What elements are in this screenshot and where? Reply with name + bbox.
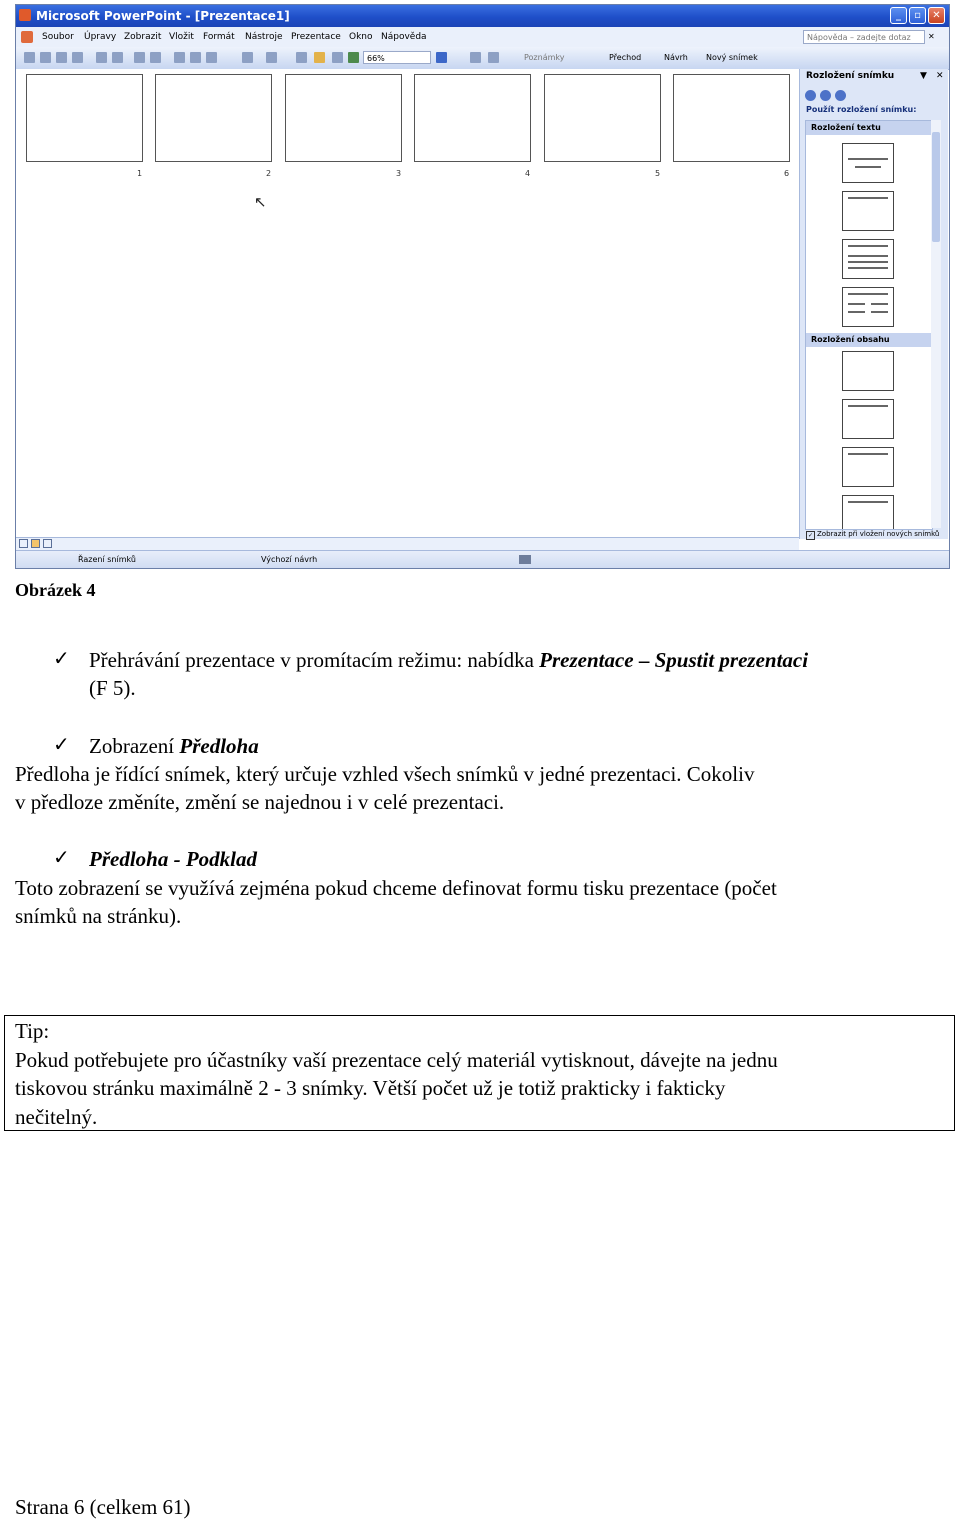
notes-button[interactable]: Poznámky (524, 53, 565, 62)
show-on-insert-checkbox[interactable]: ✓ Zobrazit při vložení nových snímků (807, 530, 940, 539)
item2-bold: Předloha (179, 734, 259, 758)
hide-slide-icon[interactable] (488, 52, 499, 63)
standard-toolbar (16, 47, 949, 70)
menu-zobrazit[interactable]: Zobrazit (124, 32, 162, 42)
document-icon (21, 31, 33, 43)
powerpoint-app-icon (19, 9, 31, 21)
layout-blank[interactable] (842, 351, 894, 391)
tip-line3: nečitelný. (15, 1105, 98, 1129)
forward-icon[interactable] (820, 90, 831, 101)
slide-number: 5 (655, 169, 661, 178)
print-icon[interactable] (96, 52, 107, 63)
menu-prezentace[interactable]: Prezentace (291, 32, 341, 42)
slide-sorter (16, 69, 799, 537)
item3-paragraph-line1: Toto zobrazení se využívá zejména pokud chceme definovat formu tisku prezentace (počet (15, 876, 777, 900)
item3-bold: Předloha - Podklad (89, 847, 257, 871)
slide-thumbnail[interactable] (26, 74, 143, 162)
slide-sorter-view-icon[interactable] (31, 539, 40, 548)
task-pane-navigation (805, 86, 865, 98)
show-formatting-icon[interactable] (314, 52, 325, 63)
layout-content[interactable] (842, 399, 894, 439)
slide-number: 1 (137, 169, 143, 178)
print-preview-icon[interactable] (112, 52, 123, 63)
save-icon[interactable] (56, 52, 67, 63)
slide-thumbnail[interactable] (414, 74, 531, 162)
research-icon[interactable] (150, 52, 161, 63)
menu-okno[interactable]: Okno (349, 32, 373, 42)
task-pane-scrollbar[interactable] (931, 120, 941, 528)
checkmark-icon: ✓ (53, 847, 70, 869)
item-master-view (89, 732, 259, 760)
layout-title-slide[interactable] (842, 143, 894, 183)
mouse-cursor-icon: ↖ (254, 193, 267, 211)
tip-line2: tiskovou stránku maximálně 2 - 3 snímky. Větší počet už je totiž prakticky i fakticky (15, 1076, 726, 1100)
figure-caption: Obrázek 4 (15, 580, 96, 600)
section-content-layouts: Rozložení obsahu (806, 333, 932, 347)
layout-title-only[interactable] (842, 191, 894, 231)
checkmark-icon: ✓ (53, 648, 70, 670)
item1-command: Spustit prezentaci (654, 648, 809, 672)
spelling-status-icon (519, 555, 531, 564)
slide-thumbnail[interactable] (285, 74, 402, 162)
undo-icon[interactable] (242, 52, 253, 63)
item1-separator: – (633, 648, 655, 672)
new-icon[interactable] (24, 52, 35, 63)
back-icon[interactable] (805, 90, 816, 101)
checkbox-label: Zobrazit při vložení nových snímků (817, 530, 940, 538)
paste-icon[interactable] (206, 52, 217, 63)
home-icon[interactable] (835, 90, 846, 101)
layout-title-text[interactable] (842, 239, 894, 279)
slide-thumbnail[interactable] (544, 74, 661, 162)
item2-text: Zobrazení (89, 734, 180, 758)
task-pane-close-icon[interactable]: ✕ (936, 71, 944, 81)
item3-paragraph-line2: snímků na stránku). (15, 904, 182, 928)
item2-paragraph-line1: Předloha je řídící snímek, který určuje vzhled všech snímků v jedné prezentaci. Cokoliv (15, 762, 755, 786)
color-grayscale-icon[interactable] (348, 52, 359, 63)
title-bar (16, 5, 949, 27)
maximize-icon[interactable]: ▫ (909, 7, 926, 24)
expand-icon[interactable] (296, 52, 307, 63)
copy-icon[interactable] (190, 52, 201, 63)
normal-view-icon[interactable] (19, 539, 28, 548)
item1-shortcut: (F 5). (89, 676, 136, 700)
help-search-input[interactable]: Nápověda – zadejte dotaz (803, 30, 925, 44)
item-presentation-playback (89, 646, 808, 674)
zoom-select[interactable]: 66% (363, 51, 431, 64)
slide-number: 3 (396, 169, 402, 178)
status-design: Výchozí návrh (261, 555, 318, 564)
dropdown-icon[interactable]: ▼ (920, 71, 927, 81)
transition-icon[interactable] (470, 52, 481, 63)
menu-format[interactable]: Formát (203, 32, 235, 42)
minimize-icon[interactable]: _ (890, 7, 907, 24)
help-icon[interactable] (436, 52, 447, 63)
design-button[interactable]: Návrh (664, 53, 688, 62)
menu-napoveda[interactable]: Nápověda (381, 32, 427, 42)
checkmark-icon: ✓ (53, 734, 70, 756)
transition-button[interactable]: Přechod (609, 53, 642, 62)
menu-upravy[interactable]: Úpravy (84, 32, 117, 42)
layout-two-content[interactable] (842, 495, 894, 530)
window-title: Microsoft PowerPoint - [Prezentace1] (36, 9, 290, 23)
apply-layout-label: Použít rozložení snímku: (806, 105, 917, 114)
slideshow-view-icon[interactable] (43, 539, 52, 548)
cut-icon[interactable] (174, 52, 185, 63)
menu-nastroje[interactable]: Nástroje (245, 32, 283, 42)
section-text-layouts: Rozložení textu (806, 121, 932, 135)
powerpoint-screenshot (15, 4, 950, 569)
page-footer: Strana 6 (celkem 61) (15, 1495, 191, 1519)
tip-label: Tip: (15, 1019, 50, 1043)
layout-two-columns[interactable] (842, 287, 894, 327)
slide-thumbnail[interactable] (155, 74, 272, 162)
permission-icon[interactable] (72, 52, 83, 63)
close-icon[interactable]: ✕ (928, 7, 945, 24)
open-icon[interactable] (40, 52, 51, 63)
status-bar (16, 550, 949, 569)
view-buttons-bar (16, 537, 799, 550)
slide-thumbnail[interactable] (673, 74, 790, 162)
close-document-icon[interactable]: ✕ (928, 32, 935, 41)
redo-icon[interactable] (266, 52, 277, 63)
tip-line1: Pokud potřebujete pro účastníky vaší prezentace celý materiál vytisknout, dávejte na jednu (15, 1048, 778, 1072)
new-slide-button[interactable]: Nový snímek (706, 53, 758, 62)
menu-bar (16, 27, 949, 47)
spelling-icon[interactable] (134, 52, 145, 63)
menu-vlozit[interactable]: Vložit (169, 32, 194, 42)
layout-title-content[interactable] (842, 447, 894, 487)
slide-number: 4 (525, 169, 531, 178)
task-pane (799, 69, 948, 539)
menu-soubor[interactable]: Soubor (42, 32, 74, 42)
item2-paragraph-line2: v předloze změníte, změní se najednou i v celé prezentaci. (15, 790, 505, 814)
item1-text: Přehrávání prezentace v promítacím režimu: nabídka (89, 648, 540, 672)
slide-number: 2 (266, 169, 272, 178)
slide-number: 6 (784, 169, 790, 178)
item1-menu: Prezentace (539, 648, 634, 672)
layout-list (805, 120, 933, 530)
status-view: Řazení snímků (78, 555, 136, 564)
item-handout-master (89, 845, 257, 873)
task-pane-title: Rozložení snímku (806, 71, 895, 81)
grid-icon[interactable] (332, 52, 343, 63)
